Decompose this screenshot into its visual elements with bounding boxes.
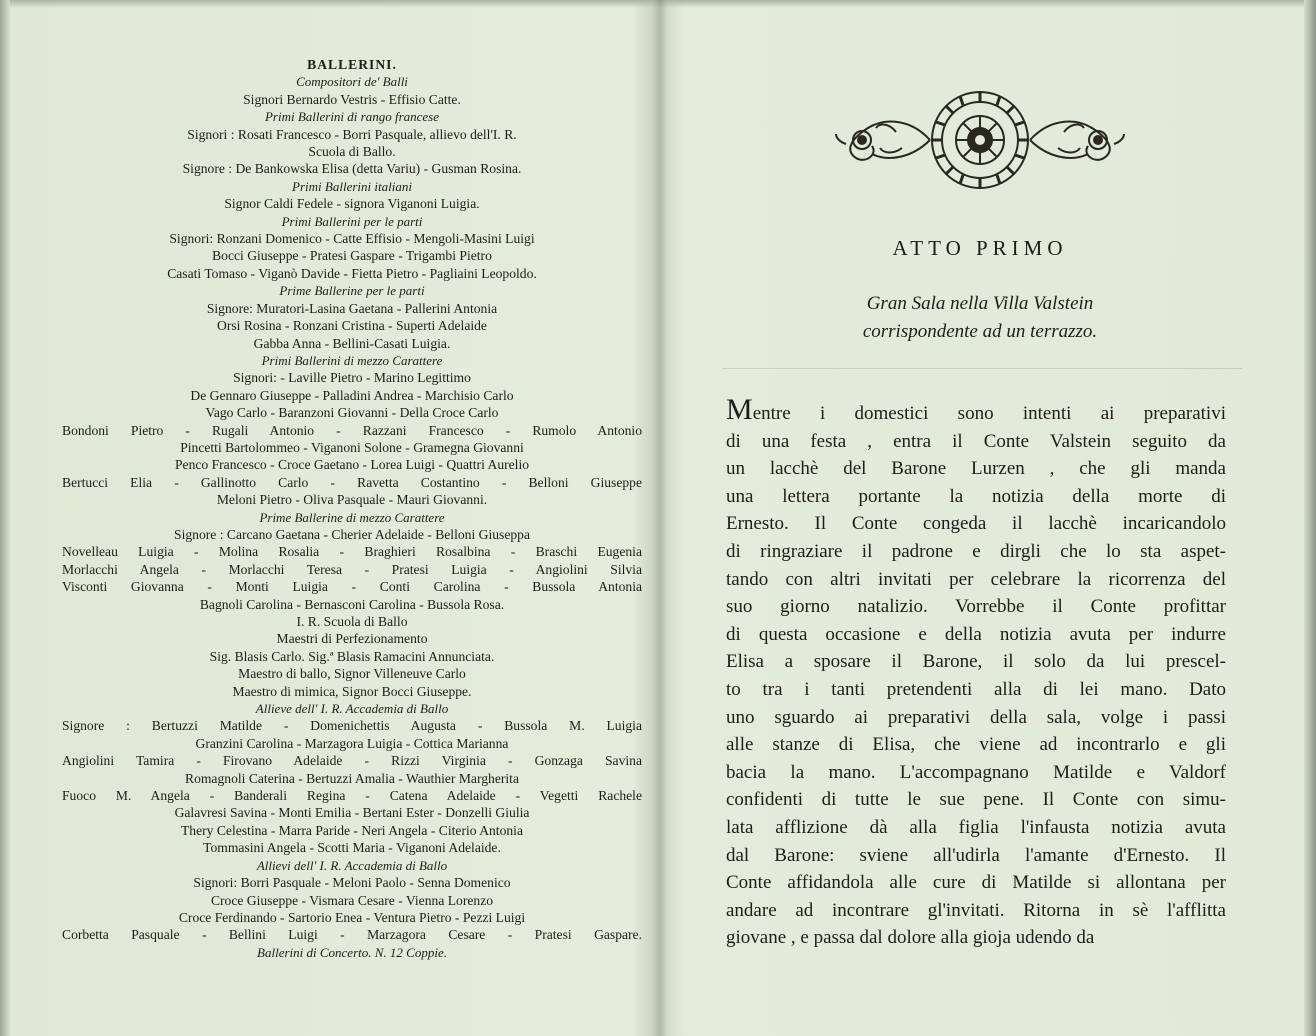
cast-line: Maestri di Perfezionamento <box>276 631 428 647</box>
narrative-line: dal Barone: sviene all'udirla l'amante d'Ernesto. Il <box>726 844 1226 866</box>
cast-line: Sig. Blasis Carlo. Sig.ª Blasis Ramacini Annunciata. <box>209 648 495 664</box>
rosette-scroll-ornament-icon <box>832 88 1128 192</box>
cast-line: Galavresi Savina - Monti Emilia - Bertani Ester - Donzelli Giulia <box>174 805 530 821</box>
narrative-line <box>726 393 1226 428</box>
category-heading: Primi Ballerini di mezzo Carattere <box>261 352 443 368</box>
page-left-edge <box>0 0 10 1036</box>
cast-line: Granzini Carolina - Marzagora Luigia - Cottica Marianna <box>195 735 509 751</box>
cast-line: Gabba Anna - Bellini-Casati Luigia. <box>253 335 451 351</box>
cast-line: Signori: - Laville Pietro - Marino Legittimo <box>233 370 471 386</box>
cast-line: Angiolini Tamira - Firovano Adelaide - Rizzi Virginia - Gonzaga Savina <box>62 753 642 769</box>
cast-line: Tommasini Angela - Scotti Maria - Viganoni Adelaide. <box>203 840 501 856</box>
narrative-line: Ernesto. Il Conte congeda il lacchè incaricandolo <box>726 513 1226 535</box>
drop-cap: M <box>726 393 753 426</box>
scene-line-2: corrispondente ad un terrazzo. <box>862 321 1098 342</box>
cast-line: Romagnoli Caterina - Bertuzzi Amalia - Wauthier Margherita <box>185 770 519 786</box>
cast-line: Meloni Pietro - Oliva Pasquale - Mauri Giovanni. <box>216 492 488 508</box>
narrative-line: alle stanze di Elisa, che viene ad incontrarlo e gli <box>726 734 1226 756</box>
act-narrative <box>726 393 1226 952</box>
cast-list <box>62 56 642 961</box>
cast-line: Signore : Bertuzzi Matilde - Domenichettis Augusta - Bussola M. Luigia <box>62 718 642 734</box>
narrative-line: suo giorno natalizio. Vorrebbe il Conte profittar <box>726 596 1226 618</box>
cast-line: Visconti Giovanna - Monti Luigia - Conti Carolina - Bussola Antonia <box>62 579 642 595</box>
act-title: ATTO PRIMO <box>892 236 1068 260</box>
cast-line: Orsi Rosina - Ronzani Cristina - Superti Adelaide <box>217 318 487 334</box>
narrative-line: tando con altri invitati per celebrare la ricorrenza del <box>726 568 1226 590</box>
narrative-line: di una festa , entra il Conte Valstein seguito da <box>726 430 1226 452</box>
narrative-line: una lettera portante la notizia della morte di <box>726 485 1226 507</box>
cast-line: Signore : De Bankowska Elisa (detta Variu) - Gusman Rosina. <box>182 161 522 177</box>
cast-line: Maestro di ballo, Signor Villeneuve Carlo <box>238 666 466 682</box>
cast-line: Bondoni Pietro - Rugali Antonio - Razzani Francesco - Rumolo Antonio <box>62 422 642 438</box>
category-heading: Compositori de' Balli <box>296 74 408 90</box>
cast-line: Penco Francesco - Croce Gaetano - Lorea Luigi - Quattri Aurelio <box>174 457 530 473</box>
category-heading: Primi Ballerini italiani <box>292 178 412 194</box>
page-right-edge <box>1304 0 1316 1036</box>
first-line-rest: entre i domestici sono intenti ai preparativi <box>752 403 1226 424</box>
narrative-line: bacia la mano. L'accompagnano Matilde e Valdorf <box>726 761 1226 783</box>
cast-line: Signori : Rosati Francesco - Borri Pasquale, allievo dell'I. R. <box>187 126 517 142</box>
cast-line: Casati Tomaso - Viganò Davide - Fietta Pietro - Pagliaini Leopoldo. <box>167 265 537 281</box>
cast-line: Bagnoli Carolina - Bernasconi Carolina - Bussola Rosa. <box>199 596 505 612</box>
cast-line: I. R. Scuola di Ballo <box>296 614 408 629</box>
category-heading: Prime Ballerine per le parti <box>279 283 425 299</box>
cast-line: Bertucci Elia - Gallinotto Carlo - Ravetta Costantino - Belloni Giuseppe <box>62 474 642 490</box>
category-heading: Ballerini di Concerto. N. 12 Coppie. <box>257 944 447 960</box>
cast-line: Pincetti Bartolommeo - Viganoni Solone - Gramegna Giovanni <box>180 439 524 455</box>
cast-line: Signori: Borri Pasquale - Meloni Paolo - Senna Domenico <box>193 875 511 891</box>
cast-line: Thery Celestina - Marra Paride - Neri Angela - Citerio Antonia <box>180 822 523 838</box>
cast-line: Croce Ferdinando - Sartorio Enea - Ventura Pietro - Pezzi Luigi <box>178 909 526 925</box>
narrative-line: uno sguardo ai preparativi della sala, volge i passi <box>726 706 1226 728</box>
narrative-line: di questa occasione e della notizia avuta per indurre <box>726 623 1226 645</box>
cast-line: Signori Bernardo Vestris - Effisio Catte. <box>243 91 461 107</box>
narrative-line: Conte affidandola alle cure di Matilde si allontana per <box>726 872 1226 894</box>
narrative-line: Elisa a sposare il Barone, il solo da lui prescel- <box>726 651 1226 673</box>
section-divider <box>722 368 1242 369</box>
narrative-line: confidenti di tutte le sue pene. Il Conte con simu- <box>726 789 1226 811</box>
cast-line: Signor Caldi Fedele - signora Viganoni Luigia. <box>224 196 480 212</box>
cast-line: Novelleau Luigia - Molina Rosalia - Braghieri Rosalbina - Braschi Eugenia <box>62 544 642 560</box>
cast-line: Morlacchi Angela - Morlacchi Teresa - Pratesi Luigia - Angiolini Silvia <box>62 561 642 577</box>
cast-line: Scuola di Ballo. <box>308 144 396 160</box>
cast-line: Bocci Giuseppe - Pratesi Gaspare - Trigambi Pietro <box>212 248 492 264</box>
narrative-line: to tra i tanti pretendenti alla di lei mano. Dato <box>726 678 1226 700</box>
category-heading: Primi Ballerini per le parti <box>281 213 423 229</box>
category-heading: Prime Ballerine di mezzo Carattere <box>259 509 445 525</box>
cast-line: Fuoco M. Angela - Banderali Regina - Catena Adelaide - Vegetti Rachele <box>62 788 642 804</box>
narrative-line: di ringraziare il padrone e dirgli che lo sta aspet- <box>726 540 1226 562</box>
cast-line: Signori: Ronzani Domenico - Catte Effisio - Mengoli-Masini Luigi <box>169 231 535 247</box>
category-heading: Allieve dell' I. R. Accademia di Ballo <box>255 701 449 717</box>
cast-line: Maestro di mimica, Signor Bocci Giuseppe. <box>232 683 472 699</box>
narrative-line: giovane , e passa dal dolore alla gioja udendo da <box>726 927 1095 949</box>
cast-line: De Gennaro Giuseppe - Palladini Andrea - Marchisio Carlo <box>190 387 514 403</box>
narrative-line: un lacchè del Barone Lurzen , che gli manda <box>726 458 1226 480</box>
narrative-line: andare ad incontrare gl'invitati. Ritorna in sè l'afflitta <box>726 899 1226 921</box>
cast-line: Signore : Carcano Gaetana - Cherier Adelaide - Belloni Giuseppa <box>174 526 530 542</box>
narrative-line: lata afflizione dà alla figlia l'infausta notizia avuta <box>726 816 1226 838</box>
category-heading: Primi Ballerini di rango francese <box>264 109 440 125</box>
scene-description <box>700 290 1260 346</box>
cast-line: Croce Giuseppe - Vismara Cesare - Vienna Lorenzo <box>210 892 494 908</box>
cast-line: Corbetta Pasquale - Bellini Luigi - Marzagora Cesare - Pratesi Gaspare. <box>62 927 642 943</box>
category-heading: Allievi dell' I. R. Accademia di Ballo <box>256 857 448 873</box>
cast-line: Signore: Muratori-Lasina Gaetana - Pallerini Antonia <box>206 300 498 316</box>
book-gutter <box>652 0 668 1036</box>
scene-line-1: Gran Sala nella Villa Valstein <box>866 293 1094 314</box>
section-heading: BALLERINI. <box>307 57 397 72</box>
cast-line: Vago Carlo - Baranzoni Giovanni - Della Croce Carlo <box>205 405 499 421</box>
